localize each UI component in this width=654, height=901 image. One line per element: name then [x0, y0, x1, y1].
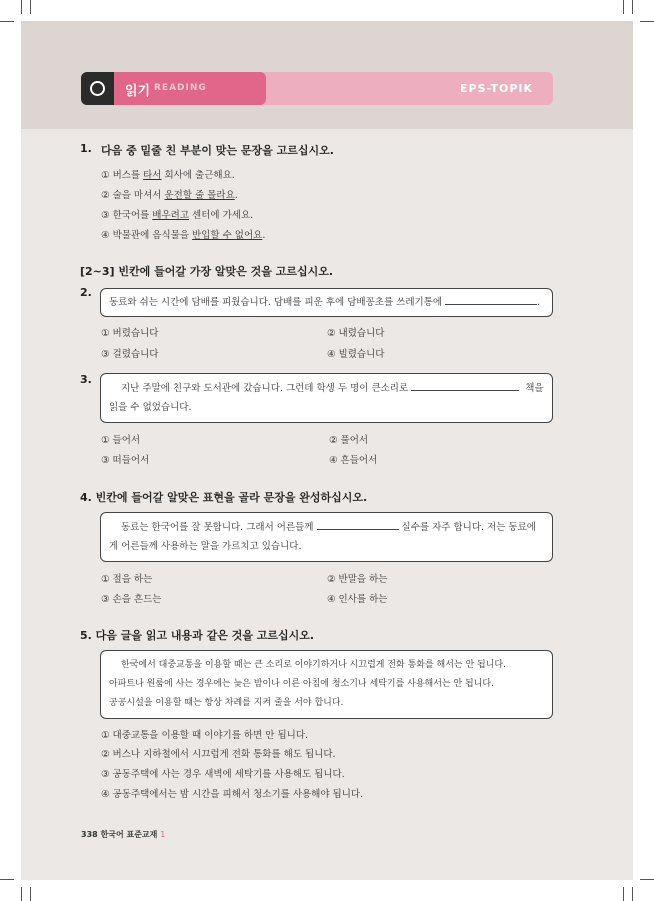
brand-logo: EPS-TOPIK [460, 82, 533, 95]
q5-option-1[interactable]: ① 대중교통을 이용할 때 이야기를 하면 안 됩니다. [101, 730, 309, 741]
crop-mark [0, 21, 14, 22]
q1-option-2[interactable]: ② 술을 마셔서 운전할 줄 몰라요. [101, 190, 238, 201]
book-volume: 1 [160, 830, 166, 839]
q4-option-4[interactable]: ④ 인사를 하는 [327, 594, 388, 605]
question-1-prompt: 다음 중 밑줄 친 부분이 맞는 문장을 고르십시오. [101, 144, 334, 157]
page-number: 338 [81, 830, 98, 839]
q4-option-3[interactable]: ③ 손을 흔드는 [101, 594, 162, 605]
q5-option-4[interactable]: ④ 공동주택에서는 밤 시간을 피해서 청소기를 사용해야 됩니다. [101, 789, 364, 800]
crop-mark [623, 0, 624, 14]
q4-option-2[interactable]: ② 반말을 하는 [327, 574, 388, 585]
question-2-number: 2. [80, 286, 92, 299]
group-2-3-prompt: [2~3] 빈칸에 들어갈 가장 알맞은 것을 고르십시오. [80, 265, 334, 278]
question-4-prompt: 4. 빈칸에 들어갈 알맞은 표현을 골라 문장을 완성하십시오. [80, 491, 368, 504]
q3-option-1[interactable]: ① 들어서 [101, 435, 141, 446]
question-5-prompt: 5. 다음 글을 읽고 내용과 같은 것을 고르십시오. [80, 629, 315, 642]
crop-mark [30, 887, 31, 901]
q5-option-2[interactable]: ② 버스나 지하철에서 시끄럽게 전화 통화를 해도 됩니다. [101, 749, 336, 760]
crop-mark [0, 879, 14, 880]
question-2-passage: 동료와 쉬는 시간에 담배를 피웠습니다. 담배를 피운 후에 담배꽁초를 쓰레기통에 . [100, 288, 553, 317]
crop-mark [21, 0, 22, 14]
crop-mark [640, 21, 654, 22]
q1-option-4[interactable]: ④ 박물관에 음식물을 반입할 수 없어요. [101, 230, 266, 241]
question-1-number: 1. [80, 142, 92, 155]
page-footer [81, 829, 165, 840]
crop-mark [21, 887, 22, 901]
crop-mark [632, 887, 633, 901]
q3-option-3[interactable]: ③ 떠들어서 [101, 455, 150, 466]
q3-option-2[interactable]: ② 풀어서 [329, 435, 369, 446]
question-3-number: 3. [80, 373, 92, 386]
answer-blank [445, 294, 537, 305]
q2-option-2[interactable]: ② 내렸습니다 [327, 328, 385, 339]
speech-bubble-icon [81, 72, 114, 105]
question-5-passage: 한국에서 대중교통을 이용할 때는 큰 소리로 이야기하거나 시끄럽게 전화 통화를 해서는 안 됩니다. 아파트나 원룸에 사는 경우에는 늦은 밤이나 이른 아침에 청소기나 세탁기를 사용해서는 안 됩니다. 공공시설을 이용할 때는 항상 차례를 지켜 줄을 서야 합니다. [100, 650, 553, 719]
answer-blank [317, 519, 399, 530]
q2-option-1[interactable]: ① 버렸습니다 [101, 328, 159, 339]
q3-option-4[interactable]: ④ 흔들어서 [329, 455, 378, 466]
q1-option-3[interactable]: ③ 한국어를 배우려고 센터에 가세요. [101, 210, 254, 221]
q2-option-4[interactable]: ④ 빌렸습니다 [327, 349, 385, 360]
q2-option-3[interactable]: ③ 걸렸습니다 [101, 349, 159, 360]
q1-option-1[interactable]: ① 버스를 타서 회사에 출근해요. [101, 170, 235, 181]
q5-option-3[interactable]: ③ 공동주택에 사는 경우 새벽에 세탁기를 사용해도 됩니다. [101, 769, 345, 780]
section-header [81, 72, 553, 105]
textbook-page [21, 21, 633, 880]
answer-blank [411, 380, 519, 391]
question-4-passage: 동료는 한국어를 잘 못합니다. 그래서 어른들께 실수를 자주 합니다. 저는 동료에 게 어른들께 사용하는 말을 가르치고 있습니다. [100, 512, 553, 562]
section-label: 읽기 [125, 84, 151, 99]
crop-mark [632, 0, 633, 14]
section-label-english: READING [154, 83, 207, 93]
crop-mark [640, 879, 654, 880]
book-title: 한국어 표준교재 [100, 830, 158, 839]
crop-mark [30, 0, 31, 14]
crop-mark [623, 887, 624, 901]
q4-option-1[interactable]: ① 절을 하는 [101, 574, 153, 585]
question-3-passage: 지난 주말에 친구와 도서관에 갔습니다. 그런데 학생 두 명이 큰소리로 책을 읽을 수 없었습니다. [100, 373, 553, 423]
